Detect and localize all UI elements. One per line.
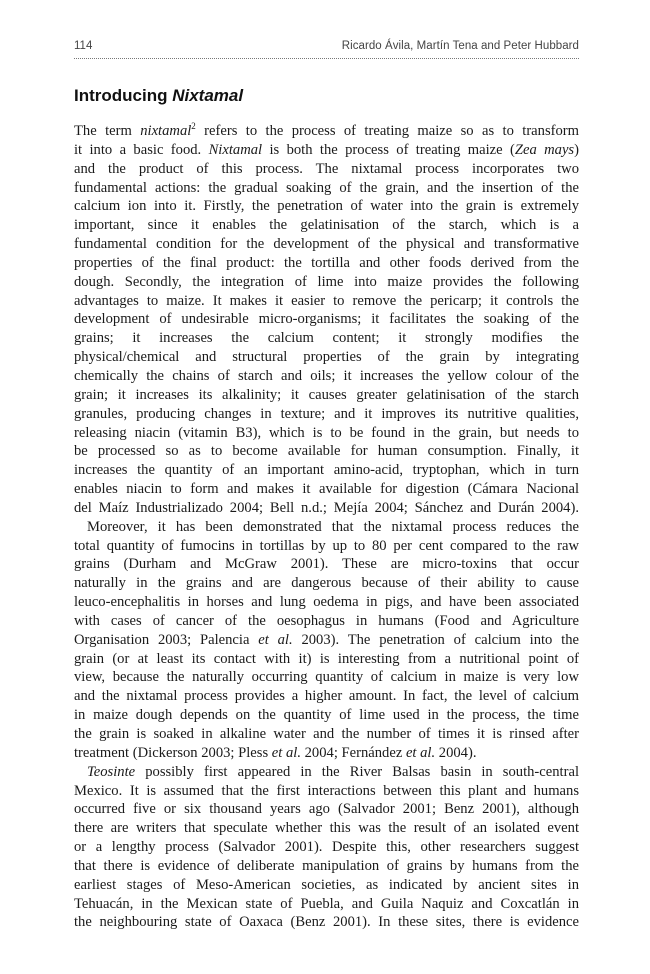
text-line xyxy=(74,518,579,537)
italic-text: Zea mays xyxy=(514,141,575,158)
text-segment: refers to the process of treating maize so as to transform xyxy=(195,123,579,139)
text-segment: it into a basic food. xyxy=(74,141,209,158)
text-segment: dough. Secondly, the integration of lime into maize provides the following xyxy=(74,273,579,290)
text-line xyxy=(74,254,579,273)
italic-text: nixtamal xyxy=(140,123,192,139)
text-segment: enables niacin to form and makes it available for digestion (Cámara Nacional xyxy=(74,481,579,498)
text-line xyxy=(74,706,579,725)
text-segment: fundamental actions: the gradual soaking of the grain, and the insertion of the xyxy=(74,179,579,196)
text-segment: 2003). The penetration of calcium into the xyxy=(292,631,579,648)
section-heading-emphasis: Nixtamal xyxy=(172,86,244,105)
text-line xyxy=(74,574,579,593)
text-line xyxy=(74,725,579,744)
text-line xyxy=(74,405,579,424)
text-line xyxy=(74,386,579,405)
text-segment: properties of the final product: the tortilla and other foods derived from the xyxy=(74,254,579,271)
text-line xyxy=(74,612,579,631)
text-segment: del Maíz Industrializado 2004; Bell n.d.; Mejía 2004; Sánchez and Durán 2004). xyxy=(74,499,579,516)
text-line xyxy=(74,197,579,216)
text-segment: view, because the naturally occurring quantity of calcium in maize is very low xyxy=(74,669,579,686)
text-line xyxy=(74,348,579,367)
text-line xyxy=(74,424,579,443)
text-segment: and the nixtamal process provides a higher amount. In fact, the level of calcium xyxy=(74,688,579,705)
text-segment: leuco-encephalitis in horses and lung oedema in pigs, and have been associated xyxy=(74,594,579,611)
text-line xyxy=(74,273,579,292)
text-segment: be processed so as to become available for human consumption. Finally, it xyxy=(74,443,579,460)
text-segment: 2004). xyxy=(435,744,477,761)
text-segment: grain (or at least its contact with it) is interesting from a nutritional point of xyxy=(74,650,579,667)
text-segment: the grain is soaked in alkaline water and the number of times it is rinsed after xyxy=(74,726,579,742)
text-line xyxy=(74,763,579,782)
text-line xyxy=(74,876,579,895)
italic-text: et al. xyxy=(271,744,301,761)
text-segment: increases the quantity of an important amino-acid, tryptophan, which in turn xyxy=(74,462,579,479)
text-segment: grains (Durham and McGraw 2001). These are micro-toxins that occur xyxy=(74,556,579,573)
text-line xyxy=(74,650,579,669)
header-divider xyxy=(74,58,579,59)
text-segment: naturally in the grains and are dangerous because of their ability to cause xyxy=(74,575,579,592)
text-segment: Moreover, it has been demonstrated that the nixtamal process reduces the xyxy=(87,518,579,535)
text-segment: advantages to maize. It makes it easier to remove the pericarp; it controls the xyxy=(74,292,579,309)
text-segment: or a lengthy process (Salvador 2001). Despite this, other researchers suggest xyxy=(74,839,579,856)
text-segment: Organisation 2003; Palencia xyxy=(74,631,259,648)
text-segment: there are writers that speculate whether this was the result of an isolated event xyxy=(74,820,579,837)
italic-text: Nixtamal xyxy=(208,141,263,158)
text-line xyxy=(74,310,579,329)
text-line xyxy=(74,179,579,198)
text-segment: and the product of this process. The nixtamal process incorporates two xyxy=(74,160,579,177)
text-line xyxy=(74,913,579,932)
text-segment: chemically the chains of starch and oils; it increases the yellow colour of the xyxy=(74,367,579,384)
text-line xyxy=(74,122,579,141)
text-segment: calcium ion into it. Firstly, the penetration of water into the grain is extremely xyxy=(74,198,579,215)
running-head xyxy=(74,40,579,56)
text-line xyxy=(74,499,579,518)
text-segment: that there is evidence of deliberate manipulation of grains by humans from the xyxy=(74,857,579,874)
text-line xyxy=(74,744,579,763)
section-heading xyxy=(74,86,243,106)
text-line xyxy=(74,367,579,386)
text-line xyxy=(74,819,579,838)
text-segment: treatment (Dickerson 2003; Pless xyxy=(74,744,272,761)
text-segment: earliest stages of Meso-American societies, as indicated by ancient sites in xyxy=(74,876,579,893)
text-segment: the neighbouring state of Oaxaca (Benz 2001). In these sites, there is evidence xyxy=(74,914,579,931)
italic-text: et al. xyxy=(258,631,293,648)
text-segment: is both the process of treating maize ( xyxy=(262,141,515,158)
text-line xyxy=(74,141,579,160)
text-line xyxy=(74,593,579,612)
text-segment: physical/chemical and structural properties of the grain by integrating xyxy=(74,349,579,366)
section-heading-prefix: Introducing xyxy=(74,86,173,105)
text-line xyxy=(74,631,579,650)
text-segment: grain; it increases its alkalinity; it causes greater gelatinisation of the starch xyxy=(74,386,579,403)
text-line xyxy=(74,160,579,179)
body-text xyxy=(74,122,579,932)
text-segment: Tehuacán, in the Mexican state of Puebla, and Guila Naquiz and Coxcatlán in xyxy=(74,895,579,912)
text-line xyxy=(74,857,579,876)
text-line xyxy=(74,555,579,574)
text-line xyxy=(74,292,579,311)
text-line xyxy=(74,537,579,556)
text-segment: fundamental condition for the development of the physical and transformative xyxy=(74,236,579,253)
text-line xyxy=(74,442,579,461)
text-segment: Mexico. It is assumed that the first interactions between this plant and humans xyxy=(74,782,579,799)
text-line xyxy=(74,235,579,254)
text-line xyxy=(74,329,579,348)
text-segment: with cases of cancer of the oesophagus in humans (Food and Agriculture xyxy=(74,612,579,629)
text-line xyxy=(74,800,579,819)
text-line xyxy=(74,461,579,480)
text-segment: development of undesirable micro-organisms; it facilitates the soaking of the xyxy=(74,311,579,328)
page-number: 114 xyxy=(74,40,93,52)
text-segment: granules, producing changes in texture; and it improves its nutritive qualities, xyxy=(74,405,579,422)
text-segment: 2004; Fernández xyxy=(300,744,406,761)
text-line xyxy=(74,216,579,235)
italic-text: Teosinte xyxy=(87,763,136,780)
running-head-authors: Ricardo Ávila, Martín Tena and Peter Hubbard xyxy=(341,40,579,52)
text-segment: The term xyxy=(74,123,141,139)
italic-text: et al. xyxy=(405,744,436,761)
text-line xyxy=(74,480,579,499)
text-segment: grains; it increases the calcium content; it strongly modifies the xyxy=(74,330,579,347)
book-page xyxy=(74,0,579,974)
text-line xyxy=(74,895,579,914)
text-segment: occurred five or six thousand years ago (Salvador 2001; Benz 2001), although xyxy=(74,801,579,818)
text-segment: important, since it enables the gelatinisation of the starch, which is a xyxy=(74,217,579,234)
text-segment: possibly first appeared in the River Balsas basin in south-central xyxy=(135,763,579,780)
footnote-marker: 2 xyxy=(191,122,196,132)
text-segment: ) xyxy=(574,141,579,158)
text-line xyxy=(74,668,579,687)
text-segment: releasing niacin (vitamin B3), which is to be found in the grain, but needs to xyxy=(74,424,579,441)
text-line xyxy=(74,838,579,857)
text-line xyxy=(74,782,579,801)
text-segment: in maize dough depends on the quantity of lime used in the process, the time xyxy=(74,707,579,724)
text-line xyxy=(74,687,579,706)
text-segment: total quantity of fumocins in tortillas by up to 80 per cent compared to the raw xyxy=(74,537,579,554)
